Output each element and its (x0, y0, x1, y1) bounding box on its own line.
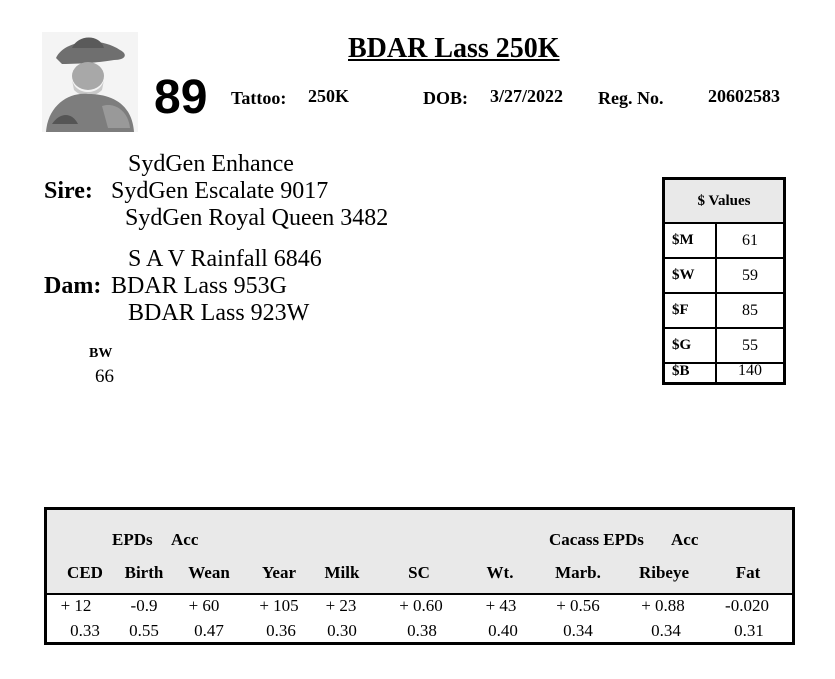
sire-dam: SydGen Royal Queen 3482 (125, 205, 389, 231)
dollar-values-table (662, 177, 786, 385)
epd-column-header: SC (408, 563, 430, 582)
tattoo-value: 250K (308, 86, 350, 106)
dollar-value-number: 55 (742, 336, 758, 354)
epd-column-header: Marb. (555, 563, 601, 582)
dollar-value-row (665, 329, 783, 364)
dollar-values-header: $ Values (665, 180, 783, 224)
birth-weight-label: BW (89, 346, 113, 361)
dollar-value-label: $F (665, 294, 717, 327)
epd-accuracy: 0.47 (194, 621, 224, 640)
epd-accuracy: 0.40 (488, 621, 518, 640)
reg-no-label: Reg. No. (598, 88, 664, 108)
epd-accuracy: 0.30 (327, 621, 357, 640)
dollar-value-label: $W (665, 259, 717, 292)
epd-value: + 0.56 (556, 596, 600, 615)
epd-accuracy: 0.34 (563, 621, 593, 640)
epd-accuracy: 0.36 (266, 621, 296, 640)
epd-value: + 12 (60, 596, 92, 615)
epd-column-header: Milk (324, 563, 360, 582)
epd-column-header: CED (67, 563, 103, 582)
animal-name-title: BDAR Lass 250K (348, 33, 560, 64)
dam-sire: S A V Rainfall 6846 (128, 246, 322, 272)
dob-label: DOB: (423, 88, 468, 108)
epd-value: -0.020 (725, 596, 769, 615)
tattoo-label: Tattoo: (231, 88, 287, 108)
epd-accuracy: 0.34 (651, 621, 681, 640)
dollar-value-label: $G (665, 329, 717, 362)
cowboy-logo-image (42, 32, 138, 132)
dollar-value-row (665, 294, 783, 329)
epd-column-header: Ribeye (638, 563, 690, 582)
epd-value: + 0.60 (399, 596, 443, 615)
dollar-value-label: $M (665, 224, 717, 257)
dollar-value-label: $B (665, 360, 717, 382)
birth-weight-value: 66 (95, 366, 114, 387)
epd-accuracy: 0.33 (70, 621, 100, 640)
dam-label: Dam: (44, 273, 102, 299)
epd-value: + 43 (485, 596, 517, 615)
dollar-value-row (665, 259, 783, 294)
epd-column-header: Wt. (486, 563, 514, 582)
epd-value: + 0.88 (641, 596, 685, 615)
dam-dam: BDAR Lass 923W (128, 300, 310, 326)
epd-column-header: Fat (735, 563, 761, 582)
sire-label: Sire: (44, 178, 93, 204)
epd-value: + 23 (325, 596, 357, 615)
epds-group-acc: Acc (171, 530, 199, 549)
carcass-group-acc: Acc (671, 530, 699, 549)
epd-accuracy: 0.38 (407, 621, 437, 640)
epd-table (44, 507, 795, 645)
sire-sire: SydGen Enhance (128, 151, 294, 177)
epd-value: + 60 (188, 596, 220, 615)
epd-accuracy: 0.55 (129, 621, 159, 640)
epd-value: + 105 (259, 596, 299, 615)
epd-column-header: Wean (188, 563, 230, 582)
dollar-value-number: 140 (738, 362, 762, 379)
dollar-value-row (665, 364, 783, 382)
epd-column-header: Year (262, 563, 296, 582)
sire-name: SydGen Escalate 9017 (111, 178, 329, 204)
epd-column-header: Birth (124, 563, 164, 582)
lot-number: 89 (154, 71, 208, 124)
carcass-group-title: Cacass EPDs (549, 530, 644, 549)
dob-value: 3/27/2022 (490, 86, 564, 106)
dollar-value-number: 61 (742, 231, 758, 249)
epd-accuracy: 0.31 (734, 621, 764, 640)
dam-name: BDAR Lass 953G (111, 273, 288, 299)
epd-value: -0.9 (130, 596, 158, 615)
reg-no-value: 20602583 (708, 86, 780, 106)
epds-group-title: EPDs (112, 530, 153, 549)
dollar-value-row (665, 224, 783, 259)
dollar-value-number: 85 (742, 301, 758, 319)
dollar-value-number: 59 (742, 266, 758, 284)
